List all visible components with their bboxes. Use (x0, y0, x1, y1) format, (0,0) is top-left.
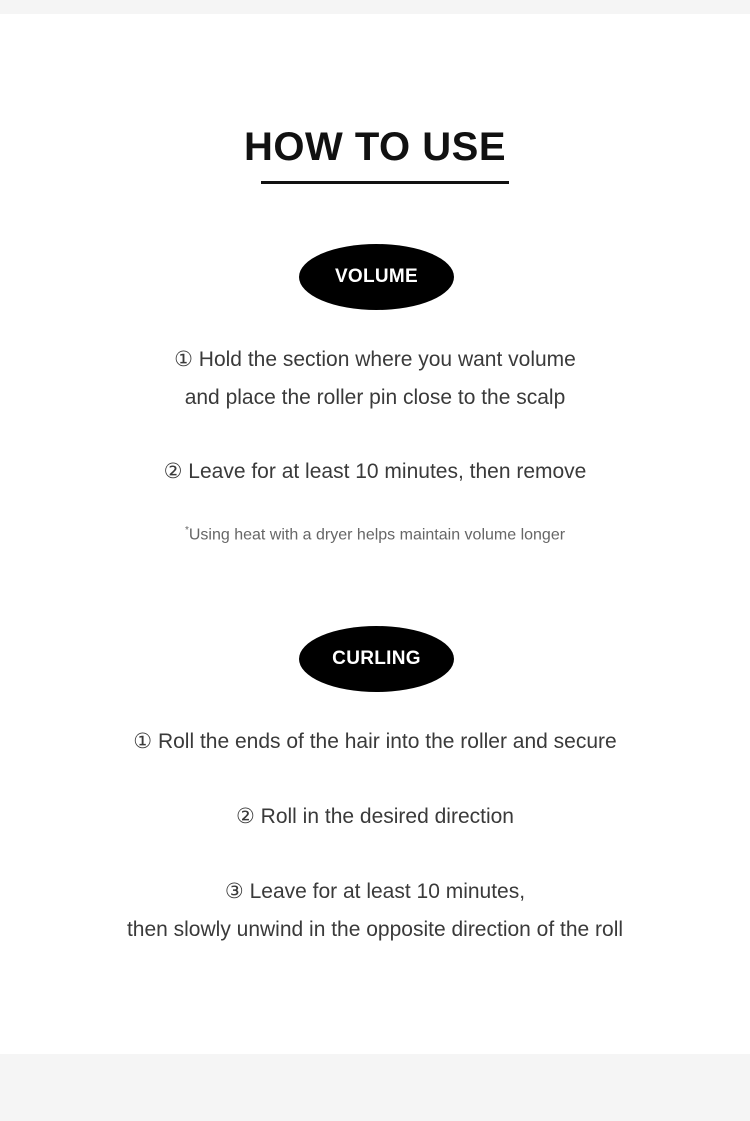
section-label-volume (299, 244, 454, 310)
page-title: HOW TO USE (243, 125, 507, 169)
curling-step-3-line-2: then slowly unwind in the opposite direction of the roll (126, 918, 624, 941)
volume-step-1-line-1: ① Hold the section where you want volume (174, 348, 576, 371)
curling-step-2-line-1: ② Roll in the desired direction (236, 805, 514, 828)
title-underline (261, 181, 509, 184)
section-label-text: VOLUME (334, 266, 419, 287)
curling-step-3-line-1: ③ Leave for at least 10 minutes, (224, 880, 526, 903)
section-label-curling (299, 626, 454, 692)
volume-note (0, 519, 750, 547)
volume-step-2-line-1: ② Leave for at least 10 minutes, then remove (163, 460, 587, 483)
note-text: Using heat with a dryer helps maintain volume longer (188, 526, 566, 544)
section-label-text: CURLING (332, 648, 421, 669)
curling-step-1-line-1: ① Roll the ends of the hair into the roller and secure (133, 730, 617, 753)
volume-step-1-line-2: and place the roller pin close to the scalp (184, 386, 566, 409)
note-asterisk: * (184, 525, 189, 536)
